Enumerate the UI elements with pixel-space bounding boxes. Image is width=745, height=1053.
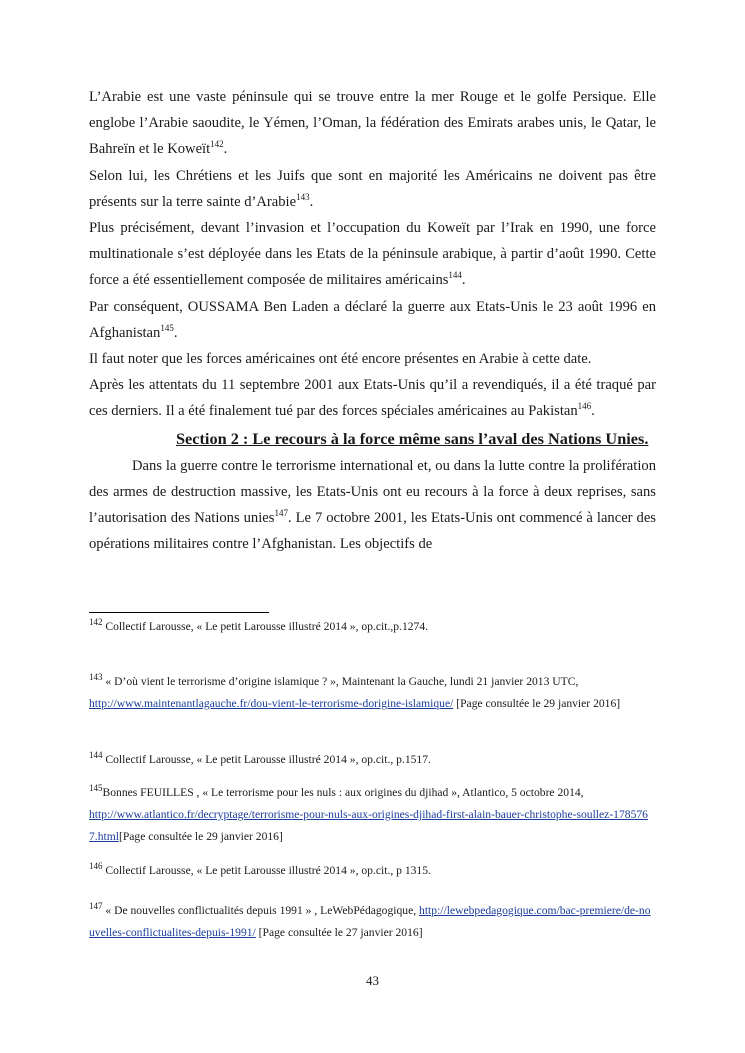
paragraph: Plus précisément, devant l’invasion et l’occupation du Koweït par l’Irak en 1990, une force multinationale s’est déployée dans les Etats de la péninsule arabique, à partir d’août 1990. Cette force a été essentiellement composée de militaires américains$^{144}$.: [89, 220, 656, 289]
footnote-ref[interactable]: 146: [577, 401, 592, 412]
paragraph: L’Arabie est une vaste péninsule qui se trouve entre la mer Rouge et le golfe Persique. Elle englobe l’Arabie saoudite, le Yémen, l’Oman, la fédération des Emirats arabes unis, le Qatar, le Bahreïn et le Koweït$^{142}$.: [89, 89, 656, 158]
footnote-ref[interactable]: 145: [160, 322, 174, 333]
footnote-link[interactable]: http://www.atlantico.fr/decryptage/terrorisme-pour-nuls-aux-origines-djihad-first-alain-bauer-christophe-soullez-1785767.html: [89, 808, 648, 843]
paragraph: Après les attentats du 11 septembre 2001 aux Etats-Unis qu’il a revendiqués, il a été traqué par ces derniers. Il a été finalement tué par des forces spéciales américaines au Pakistan$^{146}$.: [89, 377, 656, 420]
footnote: $^{142}$ Collectif Larousse, « Le petit Larousse illustré 2014 », op.cit.,p.1274.: [89, 617, 429, 633]
footnote-separator: [89, 612, 269, 613]
footnote: $^{143}$ « D’où vient le terrorisme d’origine islamique ? », Maintenant la Gauche, lundi 21 janvier 2013 UTC, http://www.maintenantlagauche.fr/dou-vient-le-terrorisme-dorigine-islamique/ [Page consultée le 29 janvier 2016]: [89, 672, 621, 710]
paragraph: Par conséquent, OUSSAMA Ben Laden a déclaré la guerre aux Etats-Unis le 23 août 1996 en Afghanistan$^{145}$.: [89, 298, 656, 341]
paragraph: Selon lui, les Chrétiens et les Juifs que sont en majorité les Américains ne doivent pas être présents sur la terre sainte d’Arabie$^{143}$.: [89, 167, 656, 210]
footnote-ref[interactable]: 144: [448, 270, 462, 281]
footnote: $^{144}$ Collectif Larousse, « Le petit Larousse illustré 2014 », op.cit., p.1517.: [89, 750, 431, 766]
page-number: 43: [366, 973, 379, 988]
footnote-link[interactable]: http://lewebpedagogique.com/bac-premiere/de-nouvelles-conflictualites-depuis-1991/: [89, 904, 651, 939]
section-title: Section 2 : Le recours à la force même sans l’aval des Nations Unies.: [176, 428, 649, 448]
footnote: $^{146}$ Collectif Larousse, « Le petit Larousse illustré 2014 », op.cit., p 1315.: [89, 861, 431, 877]
footnote-ref[interactable]: 142: [210, 139, 224, 150]
footnote-ref[interactable]: 143: [296, 191, 310, 202]
paragraph: Il faut noter que les forces américaines ont été encore présentes en Arabie à cette date.: [89, 351, 592, 368]
footnote-ref[interactable]: 147: [274, 508, 288, 519]
footnote: $^{145}$Bonnes FEUILLES , « Le terrorisme pour les nuls : aux origines du djihad », Atlantico, 5 octobre 2014, http://www.atlantico.fr/decryptage/terrorisme-pour-nuls-aux-origines-djihad-first-alain-bauer-christophe-soullez-1785767.html[Page consultée le 29 janvier 2016]: [89, 783, 648, 843]
main-text: [89, 84, 656, 557]
footnote-link[interactable]: http://www.maintenantlagauche.fr/dou-vient-le-terrorisme-dorigine-islamique/: [89, 697, 454, 710]
paragraph: Dans la guerre contre le terrorisme international et, ou dans la lutte contre la prolifération des armes de destruction massive, les Etats-Unis ont eu recours à la force à deux reprises, sans l’autorisation des Nations unies$^{147}$. Le 7 octobre 2001, les Etats-Unis ont commencé à lancer des opérations militaires contre l’Afghanistan. Les objectifs de: [89, 457, 656, 553]
footnote: $^{147}$ « De nouvelles conflictualités depuis 1991 » , LeWebPédagogique, http://lewebpedagogique.com/bac-premiere/de-nouvelles-conflictualites-depuis-1991/ [Page consultée le 27 janvier 2016]: [89, 901, 651, 939]
